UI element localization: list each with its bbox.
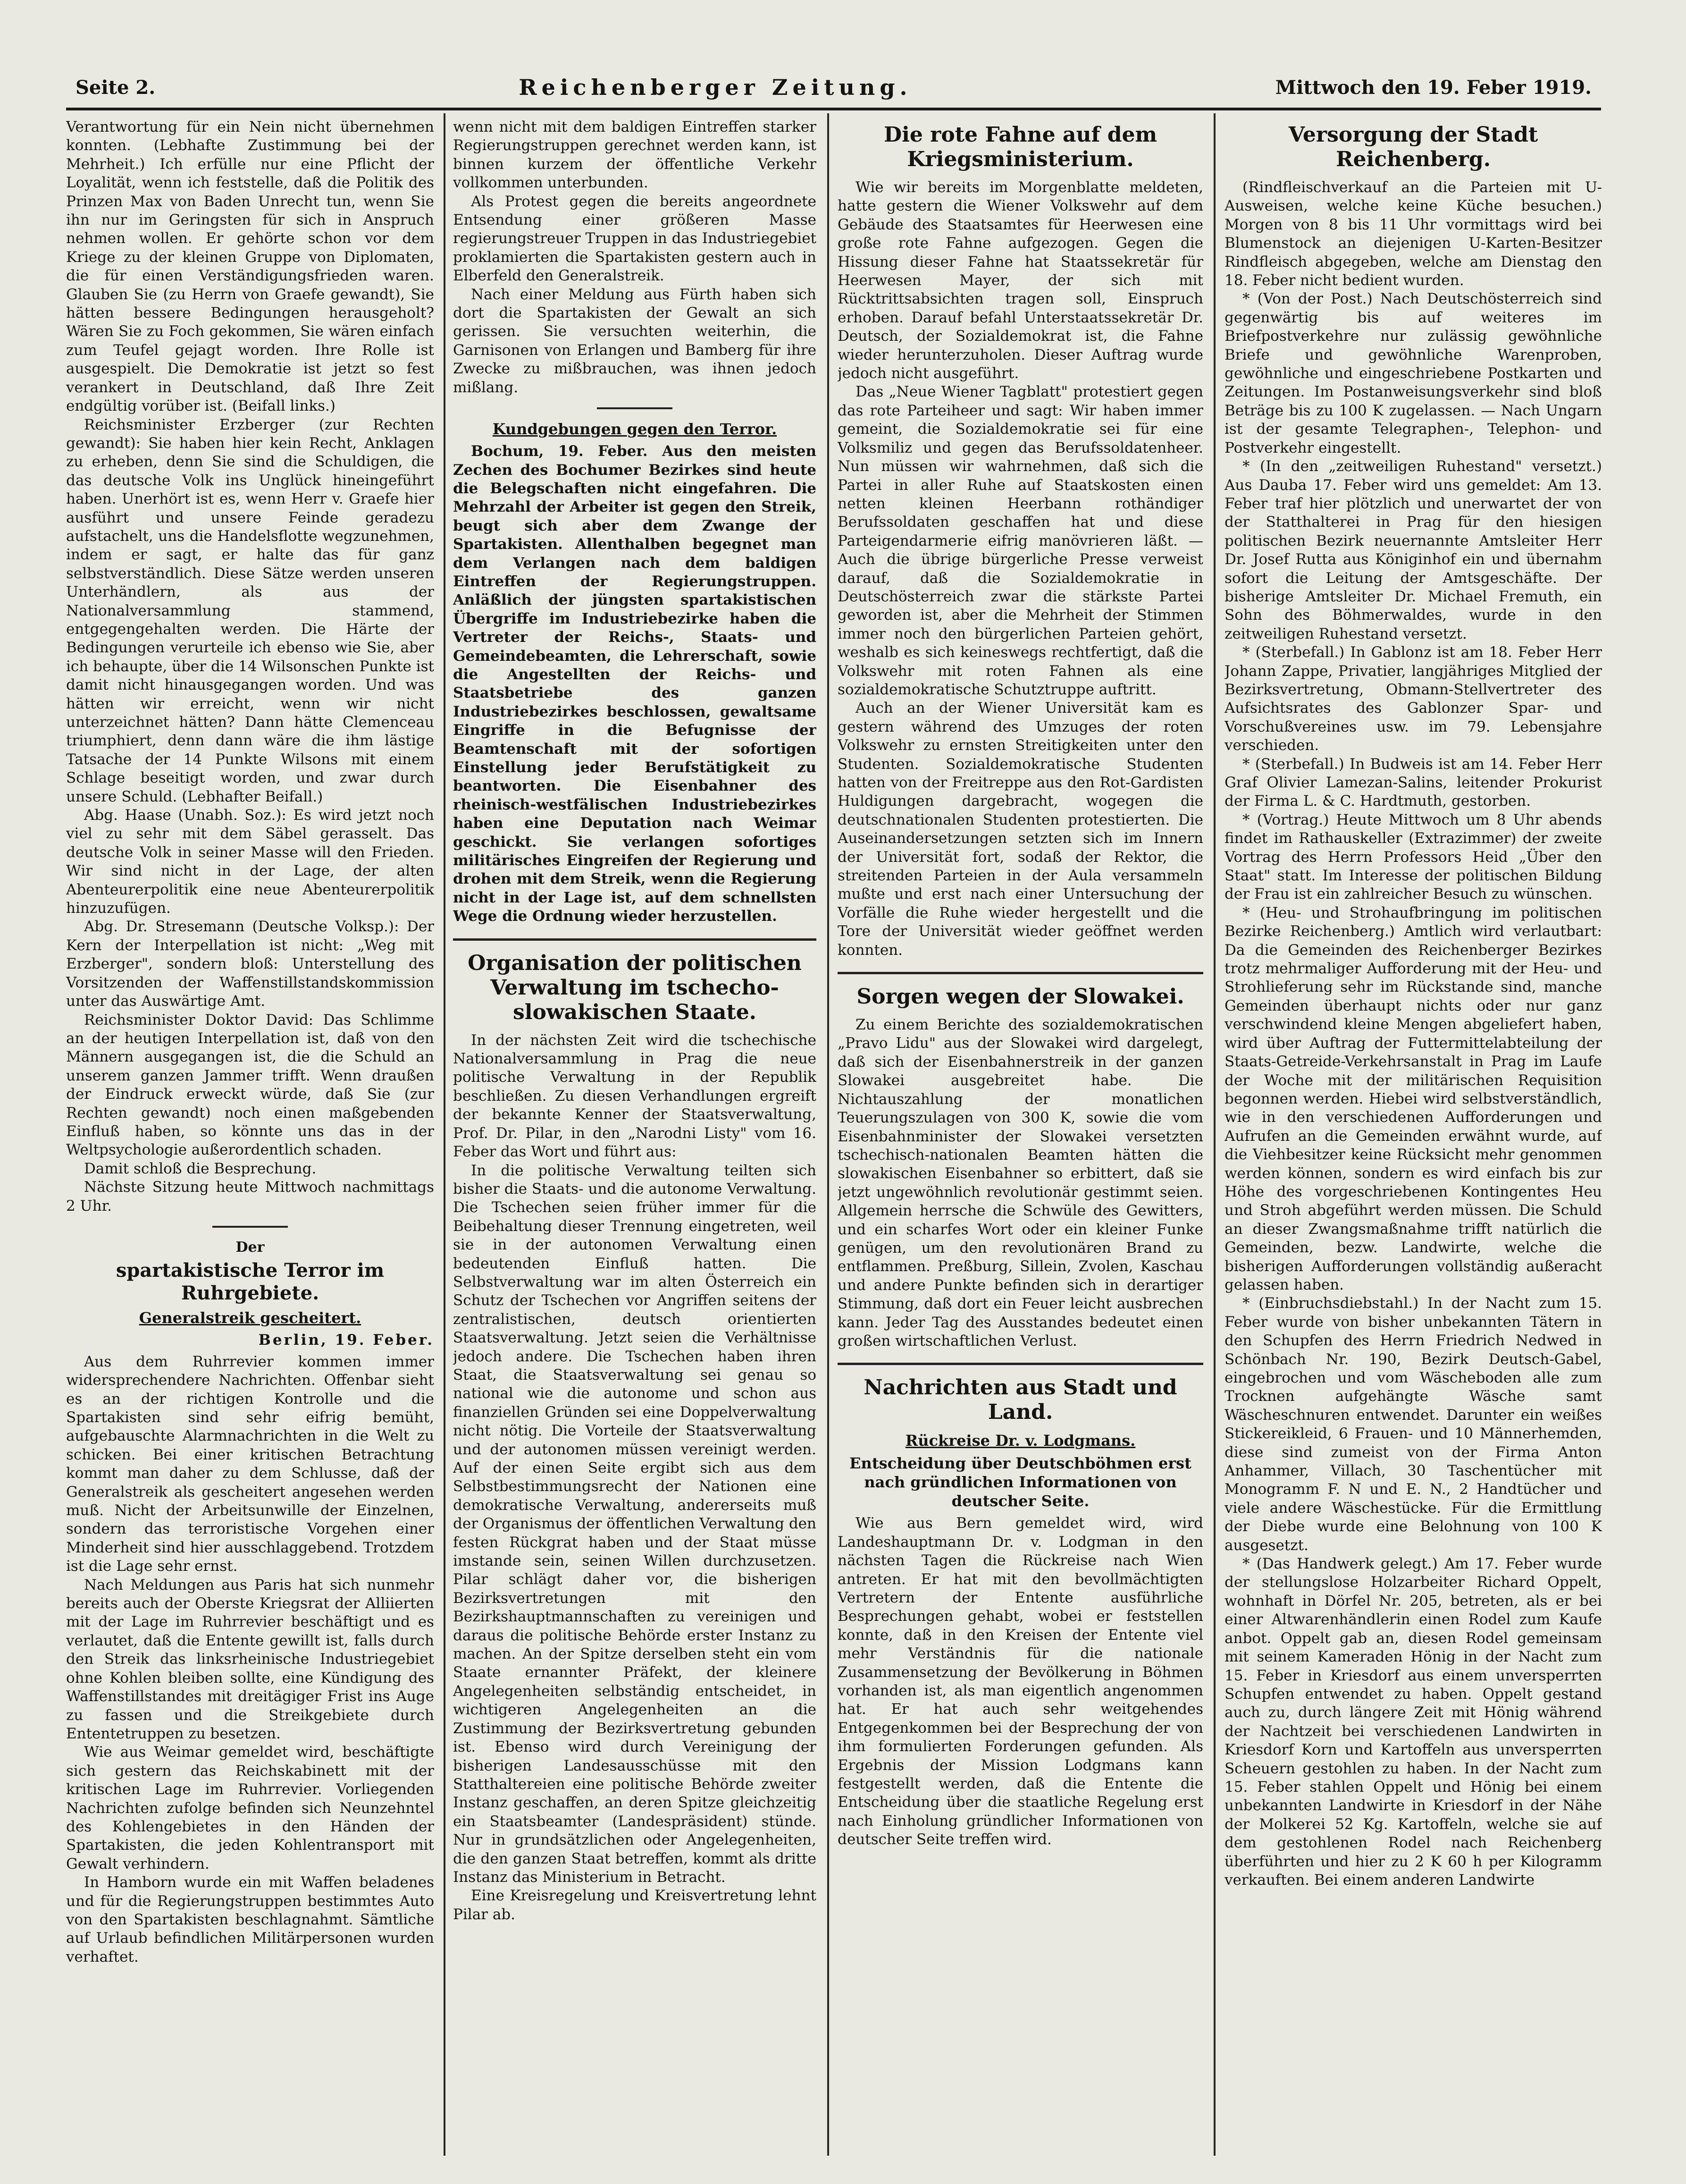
article-paragraph: Reichsminister Erzberger (zur Rechten gewandt): Sie haben hier kein Recht, Anklagen zu erheben, denn Sie sind die Schuldigen, die das deutsche Volk ins Unglück hineingeführt haben. Unerhört ist es, wenn Herr v. Graefe hier ausführt und unsere Feinde geradezu aufstachelt, uns die Handelsflotte wegzunehmen, indem er sagt, er halte das für ganz selbstverständlich. Diese Sätze werden unseren Unterhändlern, als aus der Nationalversammlung stammend, entgegengehalten werden. Die Härte der Bedingungen verurteile ich ebenso wie Sie, aber ich behaupte, über die 14 Wilsonschen Punkte ist damit nicht hinausgegangen worden. Und was hätten wir erreicht, wenn wir nicht unterzeichnet hätten? Dann hätte Clemenceau triumphiert, denn dann wäre die ihm lästige Tatsache der 14 Punkte Wilsons mit einem Schlage beseitigt worden, und zwar durch unsere Schuld. (Lebhafter Beifall.)	[66, 416, 434, 805]
article-paragraph: In die politische Verwaltung teilten sich bisher die Staats- und die autonome Verwaltung. Die Tschechen seien früher immer für die Beibehaltung dieser Trennung eingetreten, weil sie in der autonomen Verwaltung einen bedeutenden Einfluß hatten. Die Selbstverwaltung war im alten Österreich ein Schutz der Tschechen vor Angriffen seitens der zentralistischen, deutsch orientierten Staatsverwaltung. Jetzt seien die Verhältnisse jedoch andere. Die Tschechen haben ihren Staat, die Staatsverwaltung sei genau so national wie die autonome und schon aus finanziellen Gründen sei eine Doppelverwaltung nicht nötig. Die Vorteile der Staatsverwaltung und der autonomen müssen vereinigt werden. Auf der einen Seite ergibt sich aus dem Selbstbestimmungsrecht der Nationen eine demokratische Verwaltung, andererseits muß der Organismus der öffentlichen Verwaltung den festen Rückgrat haben und der Staat müsse imstande sein, seinen Willen durchzusetzen. Pilar schlägt daher vor, die bisherigen Bezirksvertretungen mit den Bezirkshauptmannschaften zu vereinigen und daraus die politische Behörde erster Instanz zu machen. An der Spitze derselben steht ein vom Staate ernannter Präfekt, der kleinere Angelegenheiten selbständig entscheidet, in wichtigeren Angelegenheiten an die Zustimmung der Bezirksvertretung gebunden ist. Ebenso wird durch Vereinigung der bisherigen Landesausschüsse mit den Statthaltereien eine politische Behörde zweiter Instanz geschaffen, an deren Spitze gleichzeitig ein Staatsbeamter (Landespräsident) stünde. Nur in grundsätzlichen oder Angelegenheiten, die den ganzen Staat betreffen, kommt als dritte Instanz das Ministerium in Betracht.	[453, 1162, 816, 1886]
subheadline-kundgebungen: Kundgebungen gegen den Terror.	[492, 420, 777, 438]
column-divider-3	[1214, 113, 1216, 2156]
article-paragraph: Reichsminister Doktor David: Das Schlimme an der heutigen Interpellation ist, daß von den Männern ausgegangen ist, die die Schuld an unserem ganzen Jammer trifft. Wenn draußen der Eindruck erweckt würde, daß Sie (zur Rechten gewandt) noch einen maßgebenden Einfluß haben, so könnte uns das in der Weltpsychologie außerordentlich schaden.	[66, 1011, 434, 1159]
article-paragraph: Das „Neue Wiener Tagblatt" protestiert gegen das rote Parteiheer und sagt: Wir haben immer gemeint, die Sozialdemokratie sei für eine Volksmiliz und gegen das Berufssoldatenheer. Nun müssen wir wahrnehmen, daß sich die Partei in aller Ruhe auf Staatskosten einen netten kleinen Heerbann rothändiger Berufssoldaten geschaffen hat und diese Parteigendarmerie eifrig manövrieren läßt. — Auch die übrige bürgerliche Presse verweist darauf, daß die Sozialdemokratie in Deutschösterreich zwar die stärkste Partei geworden ist, aber die Mehrheit der Stimmen immer noch den bürgerlichen Parteien gehört, weshalb es sich keineswegs rechtfertigt, daß die Volkswehr mit roten Fahnen als eine sozialdemokratische Schutztruppe auftritt.	[838, 383, 1203, 698]
headline-organisation: Organisation der politischen Verwaltung im tschecho-slowakischen Staate.	[468, 951, 802, 1024]
column-1	[66, 118, 434, 2146]
column-2	[453, 118, 816, 2146]
headline-nachrichten: Nachrichten aus Stadt und Land.	[864, 1375, 1177, 1425]
article-paragraph: wenn nicht mit dem baldigen Eintreffen starker Regierungstruppen gerechnet werden kann, ist binnen kurzem der öffentliche Verkehr vollkommen unterbunden.	[453, 118, 816, 192]
article-paragraph: Wie wir bereits im Morgenblatte meldeten, hatte gestern die Wiener Volkswehr auf dem Gebäude des Staatsamtes für Heerwesen eine große rote Fahne aufgezogen. Gegen die Hissung dieser Fahne hat Staatssekretär für Heerwesen Mayer, der sich mit Rücktrittsabsichten tragen soll, Einspruch erhoben. Darauf befahl Unterstaatssekretär Dr. Deutsch, der Sozialdemokrat ist, die Fahne wieder herunterzuholen. Dieser Auftrag wurde jedoch nicht ausgeführt.	[838, 179, 1203, 382]
page-number: Seite 2.	[75, 76, 156, 99]
dateline: Berlin, 19. Feber.	[258, 1332, 434, 1349]
article-paragraph: * (In den „zeitweiligen Ruhestand" versetzt.) Aus Dauba 17. Feber wird uns gemeldet: Am 13. Feber traf hier plötzlich und unerwartet der von der Statthalterei in Prag für den hiesigen politischen Bezirk neuernannte Amtsleiter Herr Dr. Josef Rutta aus Königinhof ein und übernahm sofort die Leitung der Amtsgeschäfte. Der bisherige Amtsleiter Dr. Michael Fremuth, ein Sohn des Böhmerwaldes, wurde in den zeitweiligen Ruhestand versetzt.	[1225, 458, 1602, 642]
article-paragraph: Aus dem Ruhrrevier kommen immer widersprechendere Nachrichten. Offenbar sieht es an der richtigen Kontrolle und die Spartakisten sind sehr eifrig bemüht, aufgebauschte Alarmnachrichten in die Welt zu schicken. Bei einer kritischen Betrachtung kommt man daher zu dem Schlusse, daß der Generalstreik als gescheitert angesehen werden muß. Nicht der Arbeitsunwille der Einzelnen, sondern das terroristische Vorgehen einer Minderheit sind hier ausschlaggebend. Trotzdem ist die Lage sehr ernst.	[66, 1353, 434, 1575]
article-paragraph: (Rindfleischverkauf an die Parteien mit U-Ausweisen, welche keine Küche besuchen.) Morgen von 8 bis 11 Uhr vormittags wird bei Blumenstock an diejenigen U-Karten-Besitzer Rindfleisch abgegeben, welche am Dienstag den 18. Feber nicht bedient wurden.	[1225, 179, 1602, 289]
article-paragraph: Nach einer Meldung aus Fürth haben sich dort die Spartakisten der Gewalt an sich gerissen. Sie versuchten weiterhin, die Garnisonen von Erlangen und Bamberg für ihre Zwecke zu mißbrauchen, was ihnen jedoch mißlang.	[453, 286, 816, 396]
article-paragraph: * (Von der Post.) Nach Deutschösterreich sind gegenwärtig bis auf weiteres im Briefpostverkehre nur zulässig gewöhnliche Briefe und gewöhnliche Warenproben, gewöhnliche und eingeschriebene Postkarten und Zeitungen. Im Postanweisungsverkehr sind bloß Beträge bis zu 100 K zugelassen. — Nach Ungarn ist der gesamte Telegraphen-, Telephon- und Postverkehr eingestellt.	[1225, 290, 1602, 456]
article-paragraph: * (Vortrag.) Heute Mittwoch um 8 Uhr abends findet im Rathauskeller (Extrazimmer) der zweite Vortrag des Herrn Professors Heid „Über den Staat" statt. Im Interesse der politischen Bildung der Frau ist ein zahlreicher Besuch zu wünschen.	[1225, 811, 1602, 903]
column-3	[838, 118, 1203, 2146]
article-paragraph: In Hamborn wurde ein mit Waffen beladenes und für die Regierungstruppen bestimmtes Auto von den Spartakisten beschlagnahmt. Sämtliche auf Urlaub befindlichen Militärpersonen wurden verhaftet.	[66, 1874, 434, 1965]
subheadline-generalstreik: Generalstreik gescheitert.	[139, 1309, 361, 1327]
article-paragraph: Bochum, 19. Feber. Aus den meisten Zechen des Bochumer Bezirkes sind heute die Belegschaften nicht eingefahren. Die Mehrzahl der Arbeiter ist gegen den Streik, beugt sich aber dem Zwange der Spartakisten. Allenthalben begegnet man dem Verlangen nach dem baldigen Eintreffen der Regierungstruppen. Anläßlich der jüngsten spartakistischen Übergriffe im Industriebezirke haben die Vertreter der Reichs-, Staats- und Gemeindebeamten, die Lehrerschaft, sowie die Angestellten der Reichs- und Staatsbetriebe des ganzen Industriebezirkes beschlossen, gewaltsame Eingriffe in die Befugnisse der Beamtenschaft mit der sofortigen Einstellung jeder Berufstätigkeit zu beantworten. Die Eisenbahner des rheinisch-westfälischen Industriebezirkes haben eine Deputation nach Weimar geschickt. Sie verlangen sofortiges militärisches Eingreifen der Regierung und drohen mit dem Streik, wenn die Regierung nicht in der Lage ist, auf dem schnellsten Wege die Ordnung wieder herzustellen.	[453, 443, 816, 925]
headline-rote-fahne: Die rote Fahne auf dem Kriegsministerium.	[883, 123, 1158, 171]
subheadline-entscheidung: Entscheidung über Deutschböhmen erst nach gründlichen Informationen von deutscher Seite.	[849, 1454, 1191, 1510]
article-paragraph: Nach Meldungen aus Paris hat sich nunmehr bereits auch der Oberste Kriegsrat der Alliierten mit der Lage im Ruhrrevier beschäftigt und es verlautet, daß die Entente gewillt ist, falls durch den Streik das linksrheinische Industriegebiet ohne Kohlen bleiben sollte, eine Kündigung des Waffenstillstandes mit dreitägiger Frist ins Auge zu fassen und die Streikgebiete durch Ententetruppen zu besetzen.	[66, 1576, 434, 1742]
subheadline-rueckreise: Rückreise Dr. v. Lodgmans.	[905, 1432, 1136, 1450]
newspaper-title: Reichenberger Zeitung.	[519, 75, 912, 100]
column-divider-2	[827, 113, 829, 2156]
article-paragraph: * (Sterbefall.) In Gablonz ist am 18. Feber Herr Johann Zappe, Privatier, langjähriges Mitglied der Bezirksvertretung, Obmann-Stellvertreter des Aufsichtsrates des Gablonzer Spar- und Vorschußvereines usw. im 79. Lebensjahre verschieden.	[1225, 644, 1602, 754]
article-paragraph: Zu einem Berichte des sozialdemokratischen „Pravo Lidu" aus der Slowakei wird dargelegt, daß sich der Eisenbahnerstreik in der ganzen Slowakei ausgebreitet habe. Die Nichtauszahlung der monatlichen Teuerungszulagen von 300 K, sowie die vom Eisenbahnminister der Slowakei versetzten tschechisch-nationalen Beamten hätten die slowakischen Eisenbahner so erbittert, daß sie jetzt ungewöhnlich revolutionär gestimmt seien. Allgemein herrsche die Schwüle des Gewitters, und ein scharfes Wort oder ein kleiner Funke genügen, um den revolutionären Brand zu entflammen. Preßburg, Sillein, Zvolen, Kaschau und andere Punkte befinden sich in derartiger Stimmung, daß dort ein Feuer leicht ausbrechen kann. Jeder Tag des Ausstandes bedeutet einen großen wirtschaftlichen Verlust.	[838, 1016, 1203, 1349]
article-paragraph: Nächste Sitzung heute Mittwoch nachmittags 2 Uhr.	[66, 1179, 434, 1214]
article-paragraph: Damit schloß die Besprechung.	[84, 1160, 317, 1177]
article-paragraph: Eine Kreisregelung und Kreisvertretung lehnt Pilar ab.	[453, 1887, 816, 1923]
separator	[453, 938, 816, 941]
article-paragraph: Wie aus Bern gemeldet wird, wird Landeshauptmann Dr. v. Lodgman in den nächsten Tagen die Rückreise nach Wien antreten. Er hat mit den bevollmächtigten Vertretern der Entente ausführliche Besprechungen gehabt, wobei er feststellen konnte, daß in den Kreisen der Entente viel mehr Verständnis für die nationale Zusammensetzung der Bevölkerung in Böhmen vorhanden ist, als man eigentlich angenommen hat. Er hat auch sehr weitgehendes Entgegenkommen bei der Besprechung der von ihm formulierten Forderungen gefunden. Als Ergebnis der Mission Lodgmans kann festgestellt werden, daß die Entente die Entscheidung über die staatliche Regelung erst nach Einholung gründlicher Informationen von deutscher Seite treffen wird.	[838, 1515, 1203, 1848]
article-paragraph: Abg. Haase (Unabh. Soz.): Es wird jetzt noch viel zu sehr mit dem Säbel gerasselt. Das deutsche Volk in seiner Masse will den Frieden. Wir sind nicht in der Lage, der alten Abenteurerpolitik eine neue Abenteurerpolitik hinzuzufügen.	[66, 807, 434, 917]
headline-slowakei: Sorgen wegen der Slowakei.	[856, 985, 1184, 1009]
article-paragraph: * (Das Handwerk gelegt.) Am 17. Feber wurde der stellungslose Holzarbeiter Richard Oppelt, wohnhaft in Dörfel Nr. 205, betreten, als er bei einer Altwarenhändlerin einen Rodel zum Kaufe anbot. Oppelt gab an, diesen Rodel gemeinsam mit seinem Kameraden Hönig in der Nacht zum 15. Feber in Kriesdorf aus einem unversperrten Schupfen entwendet zu haben. Oppelt gestand auch zu, durch längere Zeit mit Hönig während der Nachtzeit bei verschiedenen Landwirten in Kriesdorf Korn und Kartoffeln aus unversperrten Scheuern gestohlen zu haben. In der Nacht zum 15. Feber stahlen Oppelt und Hönig bei einem unbekannten Landwirte in Kriesdorf in der Nähe der Molkerei 52 Kg. Kartoffeln, welche sie auf dem gestohlenen Rodel nach Reichenberg überführten und hier zu 2 K 60 h per Kilogramm verkauften. Bei einem anderen Landwirte	[1225, 1555, 1602, 1889]
headline-spartakus: spartakistische Terror im Ruhrgebiete.	[116, 1259, 385, 1305]
separator	[212, 1226, 288, 1228]
article-paragraph: In der nächsten Zeit wird die tschechische Nationalversammlung in Prag die neue politische Verwaltung in der Republik beschließen. Zu diesen Verhandlungen ergreift der bekannte Kenner der Staatsverwaltung, Prof. Dr. Pilar, in den „Narodni Listy" vom 16. Feber das Wort und führt aus:	[453, 1031, 816, 1161]
article-paragraph: Wie aus Weimar gemeldet wird, beschäftigte sich gestern das Reichskabinett mit der kritischen Lage im Ruhrrevier. Vorliegenden Nachrichten zufolge befinden sich Neunzehntel des Kohlengebietes in den Händen der Spartakisten, die jeden Kohlentransport mit Gewalt verhindern.	[66, 1744, 434, 1872]
issue-date: Mittwoch den 19. Feber 1919.	[1275, 76, 1592, 99]
separator	[597, 407, 672, 409]
article-paragraph: Auch an der Wiener Universität kam es gestern während des Umzuges der roten Volkswehr zu ernsten Streitigkeiten unter den Studenten. Sozialdemokratische Studenten hatten von der Freitreppe aus den Rot-Gardisten Huldigungen dargebracht, wogegen die deutschnationalen Studenten protestierten. Die Auseinandersetzungen setzten sich im Innern der Universität fort, sodaß der Rektor, die streitenden Parteien in der Aula versammeln mußte und erst nach einer Untersuchung der Vorfälle die Ruhe wieder hergestellt und die Tore der Universität wieder geöffnet werden konnten.	[838, 700, 1203, 959]
header-rule	[66, 108, 1601, 110]
column-4	[1225, 118, 1602, 2146]
article-paragraph: * (Einbruchsdiebstahl.) In der Nacht zum 15. Feber wurde von bisher unbekannten Tätern in den Schupfen des Herrn Friedrich Nedwed in Schönbach Nr. 190, Bezirk Deutsch-Gabel, eingebrochen und vom Wäscheboden alle zum Trocknen aufgehängte Wäsche samt Wäscheschnuren entwendet. Darunter ein weißes Stickereikleid, 6 Frauen- und 10 Männerhemden, diese sind zumeist von der Firma Anton Anhammer, Villach, 30 Taschentücher mit Monogramm F. N und E. N., 2 Handtücher und viele andere Wäschestücke. Für die Ermittlung der Diebe wurde eine Belohnung von 100 K ausgesetzt.	[1225, 1295, 1602, 1554]
headline-versorgung: Versorgung der Stadt Reichenberg.	[1288, 123, 1538, 171]
article-paragraph: * (Heu- und Strohaufbringung im politischen Bezirke Reichenberg.) Amtlich wird verlautbart: Da die Gemeinden des Reichenberger Bezirkes trotz mehrmaliger Aufforderung mit der Heu- und Strohlieferung sehr im Rückstande sind, manche Gemeinden überhaupt nichts oder nur ganz verschwindend kleine Mengen abgeliefert haben, wird über Auftrag der Futtermittelabteilung der Staats-Getreide-Verkehrsanstalt in Prag im Laufe der Woche mit der militärischen Requisition begonnen werden. Hiebei wird selbstverständlich, wie in den verschiedenen Aufforderungen und Aufrufen an die Gemeinden erwähnt wurde, auf die Viehbesitzer keine Rücksicht mehr genommen werden können, sondern es wird einfach bis zur Höhe des vorgeschriebenen Kontingentes Heu und Stroh abgeführt werden müssen. Die Schuld an dieser Zwangsmaßnahme trifft natürlich die Gemeinden, bezw. Landwirte, welche die bisherigen Aufforderungen vollständig außeracht gelassen haben.	[1225, 904, 1602, 1293]
article-paragraph: Abg. Dr. Stresemann (Deutsche Volksp.): Der Kern der Interpellation ist nicht: „Weg mit Erzberger", sondern bloß: Unterstellung des Vorsitzenden der Waffenstillstandskommission unter das Auswärtige Amt.	[66, 918, 434, 1010]
article-paragraph: Als Protest gegen die bereits angeordnete Entsendung einer größeren Masse regierungstreuer Truppen in das Industriegebiet proklamierten die Spartakisten gestern auch in Elberfeld den Generalstreik.	[453, 193, 816, 285]
column-divider-1	[444, 113, 445, 2156]
article-paragraph: Verantwortung für ein Nein nicht übernehmen konnten. (Lebhafte Zustimmung bei der Mehrheit.) Ich erfülle nur eine Pflicht der Loyalität, wenn ich feststelle, daß die Politik des Prinzen Max von Baden Unrecht tun, wenn Sie ihn nur im Geringsten für sich in Anspruch nehmen wollen. Er gehörte schon vor dem Kriege zu der kleinen Gruppe von Diplomaten, die für einen Verständigungsfrieden waren. Glauben Sie (zu Herrn von Graefe gewandt), Sie hätten bessere Bedingungen herausgeholt? Wären Sie zu Foch gekommen, Sie wären einfach zum Teufel gejagt worden. Ihre Rolle ist ausgespielt. Die Demokratie ist jetzt so fest verankert in Deutschland, daß Ihre Zeit endgültig vorüber ist. (Beifall links.)	[66, 118, 434, 415]
separator	[838, 1363, 1203, 1365]
headline-prefix: Der	[235, 1239, 265, 1256]
article-paragraph: * (Sterbefall.) In Budweis ist am 14. Feber Herr Graf Olivier Lamezan-Salins, leitender Prokurist der Firma L. & C. Hardtmuth, gestorben.	[1225, 755, 1602, 810]
page-header	[75, 71, 1592, 104]
separator	[838, 972, 1203, 974]
